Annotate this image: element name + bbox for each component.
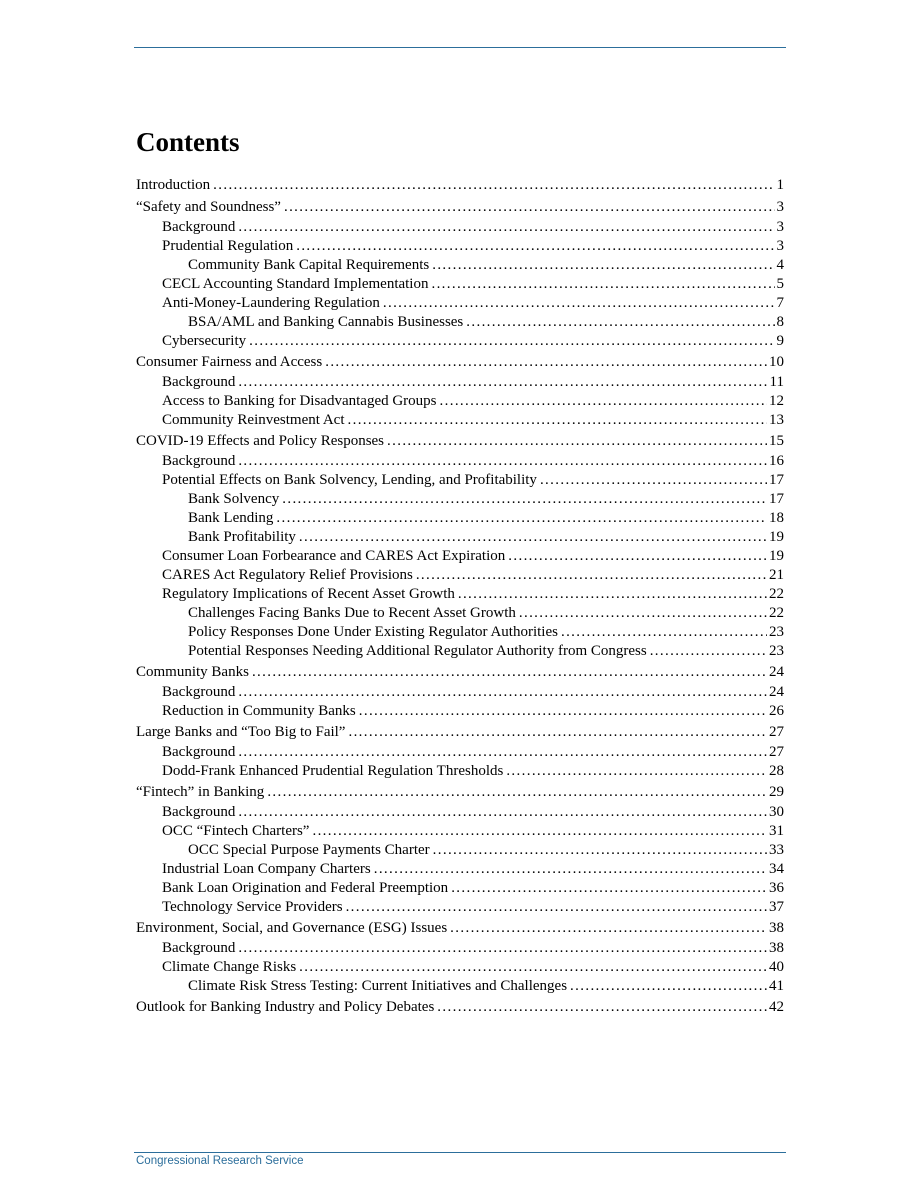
- toc-entry[interactable]: [136, 547, 784, 566]
- toc-entry[interactable]: [136, 294, 784, 313]
- toc-entry-page: 18: [769, 510, 784, 526]
- toc-entry-page: 11: [769, 374, 784, 390]
- toc-entry-title: Community Bank Capital Requirements: [188, 257, 430, 273]
- toc-entry-page: 40: [769, 959, 784, 975]
- toc-entry[interactable]: [136, 841, 784, 860]
- toc-entry-title: Outlook for Banking Industry and Policy Debates: [136, 999, 435, 1015]
- toc-entry-title: Consumer Fairness and Access: [136, 354, 323, 370]
- toc-entry-page: 23: [769, 624, 784, 640]
- toc-entry-page: 19: [769, 548, 784, 564]
- toc-dot-leader: [284, 196, 775, 218]
- toc-entry[interactable]: [136, 996, 784, 1018]
- toc-entry-page: 22: [769, 586, 784, 602]
- toc-entry-title: Background: [162, 453, 236, 469]
- toc-entry[interactable]: [136, 762, 784, 781]
- toc-entry[interactable]: [136, 196, 784, 218]
- toc-entry-page: 28: [769, 763, 784, 779]
- toc-entry-title: Prudential Regulation: [162, 238, 294, 254]
- toc-entry-page: 41: [769, 978, 784, 994]
- toc-entry-page: 23: [769, 643, 784, 659]
- toc-entry-title: Background: [162, 940, 236, 956]
- toc-entry-title: Consumer Loan Forbearance and CARES Act Expiration: [162, 548, 506, 564]
- toc-entry-page: 27: [769, 724, 784, 740]
- toc-dot-leader: [519, 604, 767, 623]
- toc-entry-title: Access to Banking for Disadvantaged Groups: [162, 393, 437, 409]
- toc-entry-page: 3: [776, 219, 784, 235]
- toc-entry[interactable]: [136, 939, 784, 958]
- toc-dot-leader: [238, 803, 767, 822]
- toc-entry-title: Bank Lending: [188, 510, 274, 526]
- toc-dot-leader: [450, 917, 767, 939]
- toc-entry-page: 16: [769, 453, 784, 469]
- toc-entry-page: 19: [769, 529, 784, 545]
- toc-entry-title: Environment, Social, and Governance (ESG) Issues: [136, 920, 448, 936]
- toc-dot-leader: [299, 528, 767, 547]
- toc-entry-title: Background: [162, 744, 236, 760]
- toc-dot-leader: [416, 566, 767, 585]
- toc-entry-title: Anti-Money-Laundering Regulation: [162, 295, 380, 311]
- toc-entry[interactable]: [136, 392, 784, 411]
- toc-dot-leader: [506, 762, 767, 781]
- toc-entry-page: 3: [776, 199, 784, 215]
- toc-entry-title: Reduction in Community Banks: [162, 703, 356, 719]
- toc-dot-leader: [359, 702, 767, 721]
- toc-entry[interactable]: [136, 430, 784, 452]
- toc-entry[interactable]: [136, 509, 784, 528]
- toc-entry[interactable]: [136, 490, 784, 509]
- table-of-contents: [136, 174, 784, 1018]
- toc-entry-page: 17: [769, 472, 784, 488]
- toc-entry-page: 24: [769, 684, 784, 700]
- toc-dot-leader: [383, 294, 775, 313]
- toc-entry[interactable]: [136, 471, 784, 490]
- toc-entry-title: Climate Risk Stress Testing: Current Initiatives and Challenges: [188, 978, 568, 994]
- toc-dot-leader: [276, 509, 767, 528]
- toc-dot-leader: [238, 218, 774, 237]
- toc-dot-leader: [374, 860, 767, 879]
- toc-entry[interactable]: [136, 702, 784, 721]
- toc-dot-leader: [387, 430, 767, 452]
- toc-entry[interactable]: [136, 977, 784, 996]
- toc-entry-title: Background: [162, 684, 236, 700]
- toc-entry-title: Cybersecurity: [162, 333, 247, 349]
- toc-entry-page: 42: [769, 999, 784, 1015]
- toc-entry-page: 15: [769, 433, 784, 449]
- toc-entry-title: Technology Service Providers: [162, 899, 343, 915]
- toc-entry-page: 36: [769, 880, 784, 896]
- toc-entry-title: Policy Responses Done Under Existing Regulator Authorities: [188, 624, 558, 640]
- toc-entry-page: 1: [776, 177, 784, 193]
- toc-entry[interactable]: [136, 743, 784, 762]
- toc-entry[interactable]: [136, 566, 784, 585]
- toc-entry[interactable]: [136, 237, 784, 256]
- toc-entry-page: 8: [776, 314, 784, 330]
- page-title: Contents: [136, 127, 240, 157]
- toc-dot-leader: [213, 174, 774, 196]
- toc-entry-page: 26: [769, 703, 784, 719]
- toc-entry[interactable]: [136, 958, 784, 977]
- toc-entry-page: 22: [769, 605, 784, 621]
- toc-entry-title: Community Banks: [136, 664, 249, 680]
- toc-entry-title: Potential Effects on Bank Solvency, Lending, and Profitability: [162, 472, 537, 488]
- toc-entry-title: Background: [162, 374, 236, 390]
- toc-entry[interactable]: [136, 275, 784, 294]
- toc-entry[interactable]: [136, 351, 784, 373]
- toc-entry-title: Bank Solvency: [188, 491, 280, 507]
- toc-entry-title: Bank Profitability: [188, 529, 296, 545]
- toc-entry-page: 30: [769, 804, 784, 820]
- toc-entry-page: 17: [769, 491, 784, 507]
- toc-entry-title: COVID-19 Effects and Policy Responses: [136, 433, 385, 449]
- toc-entry-title: Background: [162, 219, 236, 235]
- toc-entry-title: Introduction: [136, 177, 211, 193]
- toc-dot-leader: [238, 743, 767, 762]
- toc-entry[interactable]: [136, 822, 784, 841]
- toc-entry[interactable]: [136, 661, 784, 683]
- toc-dot-leader: [540, 471, 767, 490]
- toc-entry[interactable]: [136, 860, 784, 879]
- toc-entry[interactable]: [136, 373, 784, 392]
- toc-entry[interactable]: [136, 898, 784, 917]
- toc-dot-leader: [299, 958, 767, 977]
- toc-entry-page: 37: [769, 899, 784, 915]
- toc-entry[interactable]: [136, 642, 784, 661]
- toc-dot-leader: [267, 781, 767, 803]
- toc-dot-leader: [312, 822, 767, 841]
- toc-entry[interactable]: [136, 917, 784, 939]
- toc-entry-page: 5: [776, 276, 784, 292]
- toc-entry-title: Potential Responses Needing Additional Regulator Authority from Congress: [188, 643, 647, 659]
- toc-dot-leader: [348, 721, 767, 743]
- toc-dot-leader: [466, 313, 774, 332]
- toc-entry-title: Large Banks and “Too Big to Fail”: [136, 724, 346, 740]
- toc-entry-title: OCC “Fintech Charters”: [162, 823, 310, 839]
- toc-dot-leader: [238, 373, 767, 392]
- toc-dot-leader: [238, 939, 767, 958]
- toc-entry-page: 3: [776, 238, 784, 254]
- toc-entry-page: 4: [776, 257, 784, 273]
- toc-entry-page: 33: [769, 842, 784, 858]
- toc-dot-leader: [440, 392, 767, 411]
- toc-dot-leader: [650, 642, 767, 661]
- toc-entry-title: CARES Act Regulatory Relief Provisions: [162, 567, 413, 583]
- toc-dot-leader: [325, 351, 767, 373]
- toc-entry-page: 31: [769, 823, 784, 839]
- toc-entry-page: 29: [769, 784, 784, 800]
- toc-entry[interactable]: [136, 256, 784, 275]
- toc-entry-title: “Fintech” in Banking: [136, 784, 265, 800]
- toc-entry[interactable]: [136, 411, 784, 430]
- toc-entry-page: 38: [769, 940, 784, 956]
- toc-entry-title: CECL Accounting Standard Implementation: [162, 276, 429, 292]
- toc-dot-leader: [570, 977, 767, 996]
- toc-entry-page: 10: [769, 354, 784, 370]
- toc-dot-leader: [348, 411, 768, 430]
- toc-dot-leader: [433, 841, 767, 860]
- toc-entry[interactable]: [136, 781, 784, 803]
- toc-entry-title: Dodd-Frank Enhanced Prudential Regulation Thresholds: [162, 763, 504, 779]
- toc-entry[interactable]: [136, 623, 784, 642]
- toc-entry-title: Bank Loan Origination and Federal Preemption: [162, 880, 449, 896]
- toc-entry[interactable]: [136, 528, 784, 547]
- toc-entry-page: 21: [769, 567, 784, 583]
- toc-entry[interactable]: [136, 332, 784, 351]
- toc-entry-page: 34: [769, 861, 784, 877]
- toc-entry-title: Climate Change Risks: [162, 959, 297, 975]
- toc-entry-title: “Safety and Soundness”: [136, 199, 281, 215]
- toc-entry-page: 38: [769, 920, 784, 936]
- toc-dot-leader: [431, 275, 774, 294]
- toc-entry-title: OCC Special Purpose Payments Charter: [188, 842, 430, 858]
- toc-entry-page: 13: [769, 412, 784, 428]
- footer-text: Congressional Research Service: [136, 1155, 304, 1167]
- toc-dot-leader: [508, 547, 767, 566]
- toc-entry-title: Industrial Loan Company Charters: [162, 861, 371, 877]
- toc-entry-page: 9: [776, 333, 784, 349]
- toc-dot-leader: [238, 452, 767, 471]
- toc-dot-leader: [282, 490, 767, 509]
- toc-entry[interactable]: [136, 585, 784, 604]
- toc-entry-title: Regulatory Implications of Recent Asset Growth: [162, 586, 455, 602]
- toc-entry[interactable]: [136, 721, 784, 743]
- toc-dot-leader: [451, 879, 767, 898]
- toc-dot-leader: [296, 237, 774, 256]
- toc-entry[interactable]: [136, 313, 784, 332]
- toc-dot-leader: [252, 661, 767, 683]
- toc-entry-page: 12: [769, 393, 784, 409]
- toc-entry-page: 24: [769, 664, 784, 680]
- toc-entry[interactable]: [136, 879, 784, 898]
- toc-entry[interactable]: [136, 683, 784, 702]
- toc-dot-leader: [458, 585, 767, 604]
- toc-dot-leader: [432, 256, 774, 275]
- toc-dot-leader: [561, 623, 767, 642]
- toc-entry-page: 7: [776, 295, 784, 311]
- toc-entry-title: Background: [162, 804, 236, 820]
- toc-entry-title: Community Reinvestment Act: [162, 412, 345, 428]
- toc-dot-leader: [346, 898, 767, 917]
- toc-entry-title: BSA/AML and Banking Cannabis Businesses: [188, 314, 464, 330]
- toc-dot-leader: [249, 332, 774, 351]
- toc-entry[interactable]: [136, 803, 784, 822]
- toc-entry[interactable]: [136, 174, 784, 196]
- toc-dot-leader: [238, 683, 767, 702]
- toc-entry[interactable]: [136, 218, 784, 237]
- toc-entry[interactable]: [136, 604, 784, 623]
- footer-rule: [134, 1152, 786, 1153]
- toc-entry[interactable]: [136, 452, 784, 471]
- toc-dot-leader: [437, 996, 767, 1018]
- toc-entry-page: 27: [769, 744, 784, 760]
- header-rule: [134, 47, 786, 48]
- toc-entry-title: Challenges Facing Banks Due to Recent Asset Growth: [188, 605, 516, 621]
